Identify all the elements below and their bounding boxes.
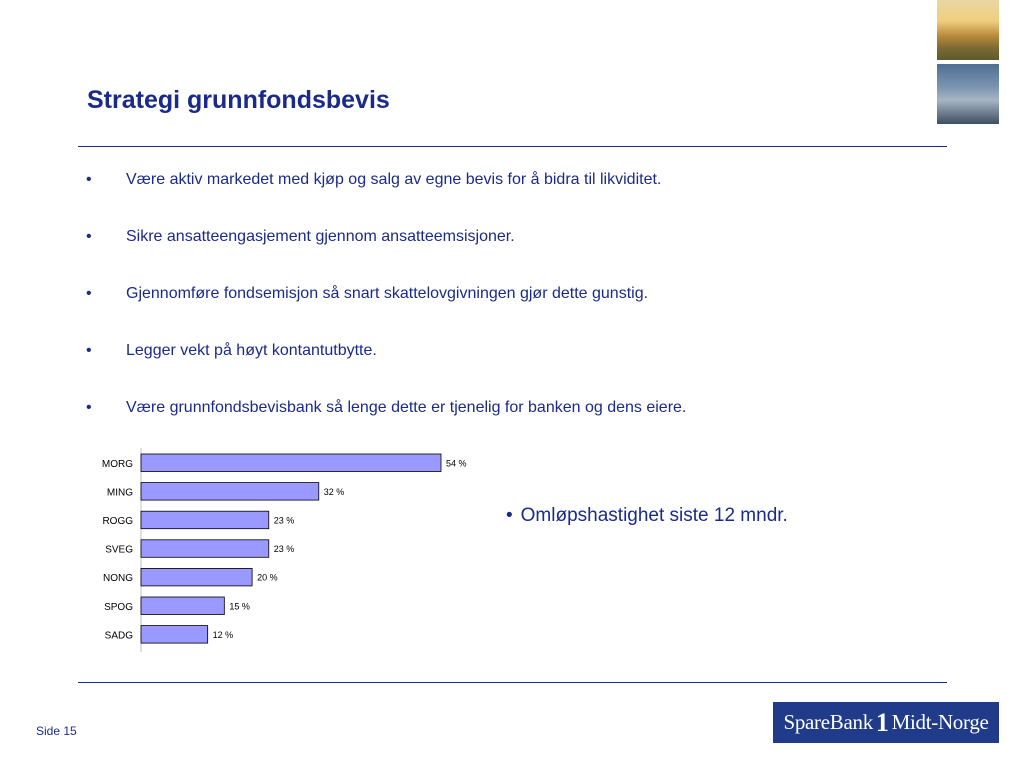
sparebank1-logo (773, 702, 999, 743)
category-label: SADG (104, 630, 133, 642)
side-note (506, 505, 788, 527)
bullet-text: Være aktiv markedet med kjøp og salg av egne bevis for å bidra til likviditet. (126, 171, 662, 188)
category-label: MORG (101, 458, 133, 470)
landscape-photo-road (937, 0, 999, 60)
bullet-dot: • (86, 399, 92, 416)
category-label: MING (106, 487, 133, 499)
bullet-text: Legger vekt på høyt kontantutbytte. (126, 342, 377, 359)
category-label: SPOG (104, 601, 133, 613)
bullet-item (86, 227, 686, 284)
bullet-text: Gjennomføre fondsemisjon så snart skattelovgivningen gjør dette gunstig. (126, 285, 649, 302)
category-label: ROGG (102, 515, 133, 527)
bar-rogg (141, 511, 269, 529)
category-label: SVEG (105, 544, 133, 556)
bullet-text: Sikre ansatteengasjement gjennom ansatteemsisjoner. (126, 228, 515, 245)
bar-morg (141, 454, 441, 472)
bullet-item (86, 284, 686, 341)
bullet-item (86, 170, 686, 227)
logo-text-left: SpareBank (783, 710, 873, 734)
logo-text-one: 1 (875, 707, 889, 737)
data-label: 15 % (229, 601, 250, 612)
bullet-dot: • (86, 342, 92, 359)
bullet-dot: • (86, 285, 92, 302)
bar-sadg (141, 626, 208, 644)
category-label: NONG (103, 573, 133, 585)
data-label: 12 % (212, 629, 234, 640)
bar-sveg (141, 540, 269, 558)
footer-divider (78, 682, 947, 683)
bullet-list (86, 170, 686, 455)
data-label: 23 % (273, 515, 295, 526)
data-label: 20 % (257, 572, 278, 583)
logo-text-right: Midt-Norge (891, 710, 989, 734)
title-divider (78, 146, 947, 147)
side-note-text: Omløpshastighet siste 12 mndr. (520, 505, 788, 526)
bullet-dot: • (86, 228, 92, 245)
bar-spog (141, 597, 224, 615)
bar-nong (141, 568, 252, 586)
page-number: Side 15 (36, 724, 77, 738)
landscape-photo-tree (937, 64, 999, 124)
bullet-item (86, 341, 686, 398)
bullet-text: Være grunnfondsbevisbank så lenge dette er tjenelig for banken og dens eiere. (126, 399, 687, 416)
bullet-dot: • (506, 505, 513, 526)
data-label: 23 % (273, 544, 295, 555)
turnover-bar-chart (88, 446, 488, 652)
data-label: 54 % (446, 458, 467, 469)
page-title: Strategi grunnfondsbevis (87, 86, 390, 114)
bullet-dot: • (86, 171, 92, 188)
data-label: 32 % (323, 486, 345, 497)
bar-ming (141, 483, 319, 501)
